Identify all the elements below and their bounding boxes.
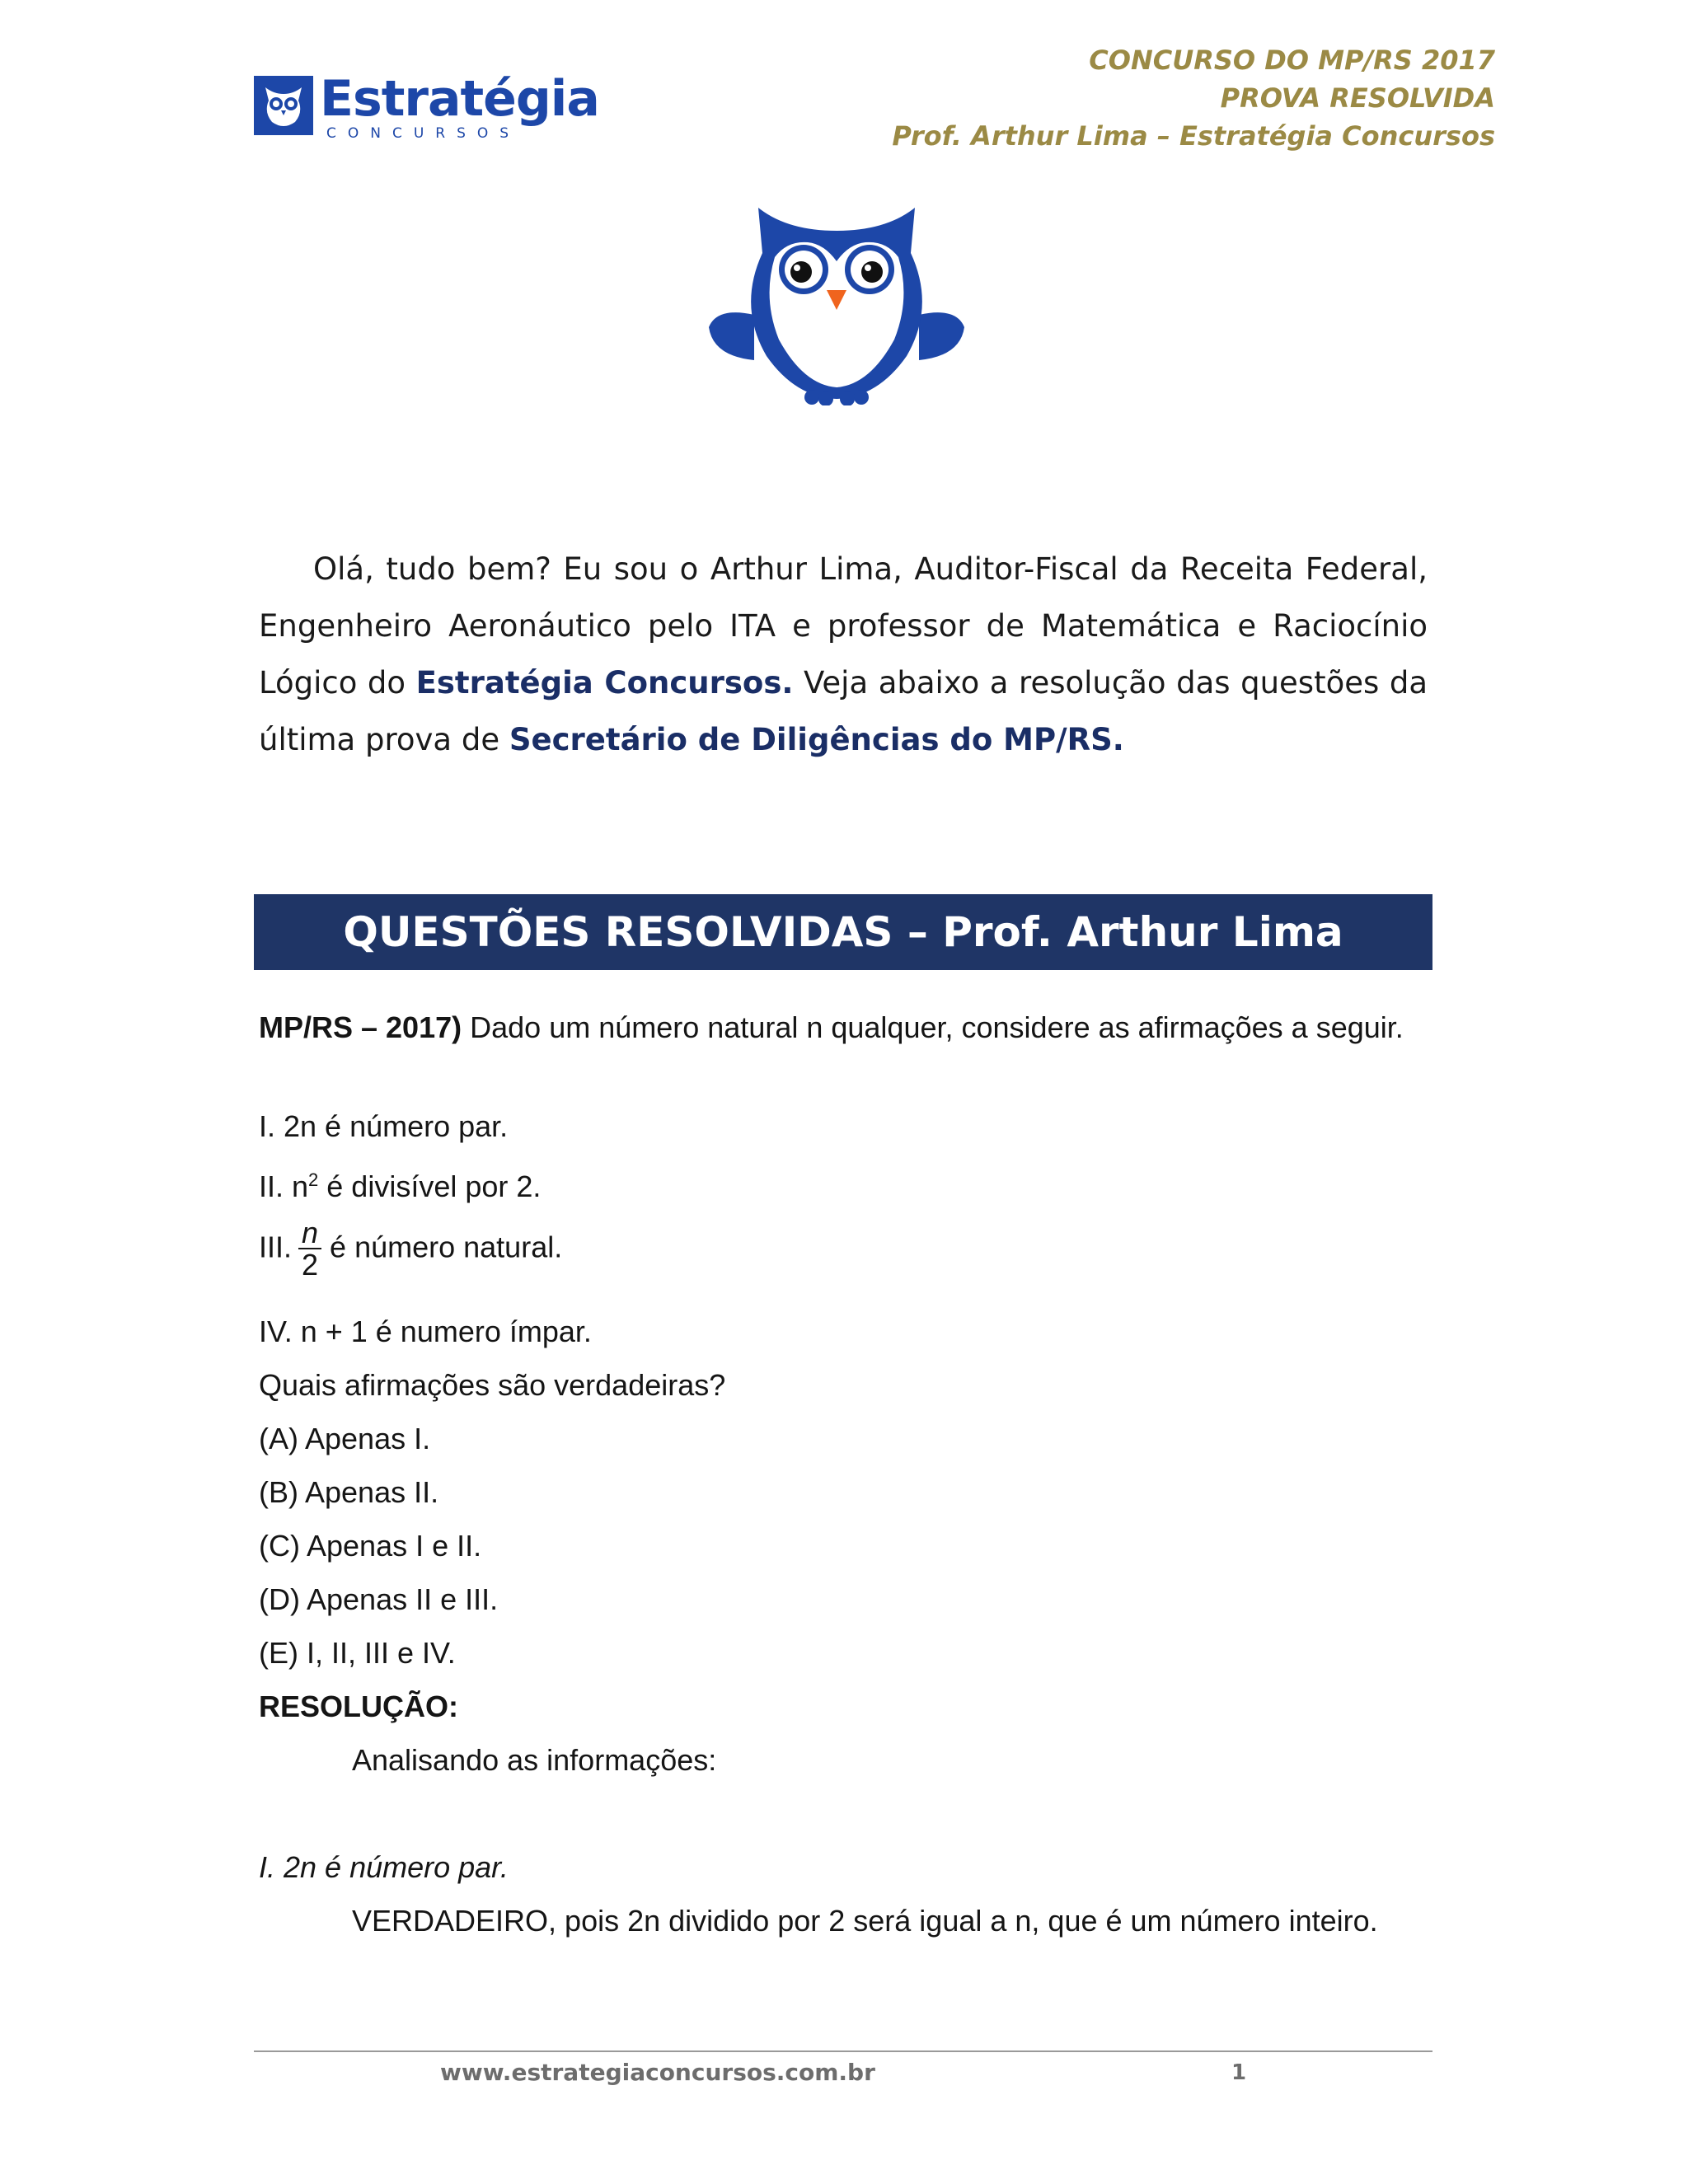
statement-2-exponent: 2: [308, 1169, 319, 1190]
fraction-numerator: n: [298, 1218, 321, 1249]
statement-3: [259, 1218, 1428, 1281]
option-c: (C) Apenas I e II.: [259, 1529, 482, 1563]
owl-logo-icon: [254, 76, 313, 135]
statement-2: [259, 1161, 1428, 1206]
option-a: (A) Apenas I.: [259, 1422, 431, 1455]
section-banner: QUESTÕES RESOLVIDAS – Prof. Arthur Lima: [254, 894, 1432, 970]
option-b: (B) Apenas II.: [259, 1475, 439, 1509]
resolution-heading: RESOLUÇÃO:: [259, 1690, 458, 1723]
question-prompt: Quais afirmações são verdadeiras?: [259, 1368, 726, 1402]
statement-4: IV. n + 1 é numero ímpar.: [259, 1315, 592, 1348]
fraction-n-over-2: [298, 1218, 321, 1281]
question-statement: [259, 1001, 1428, 1054]
logo-subtitle: CONCURSOS: [326, 125, 521, 142]
logo-wordmark: Estratégia: [320, 70, 599, 128]
header-exam-type: PROVA RESOLVIDA: [1220, 82, 1495, 114]
intro-paragraph: [259, 541, 1428, 768]
question-text: Dado um número natural n qualquer, considere as afirmações a seguir.: [462, 1010, 1404, 1044]
statement-3-prefix: III.: [259, 1230, 293, 1264]
footer-divider: [254, 2050, 1432, 2052]
page-number: 1: [1231, 2060, 1247, 2085]
resolution-item-1-text: VERDADEIRO, pois 2n dividido por 2 será igual a n, que é um número inteiro.: [352, 1904, 1378, 1938]
question-tag: MP/RS – 2017): [259, 1010, 462, 1044]
estrategia-logo: [254, 70, 599, 147]
brand-name: Estratégia Concursos.: [415, 665, 794, 701]
option-d: (D) Apenas II e III.: [259, 1582, 499, 1616]
resolution-lead: Analisando as informações:: [352, 1743, 717, 1777]
exam-name: Secretário de Diligências do MP/RS.: [509, 722, 1124, 757]
resolution-item-1-title: I. 2n é número par.: [259, 1850, 509, 1884]
intro-text-2: Veja abaixo a resolução das questões da última prova de: [259, 665, 1428, 757]
owl-mascot-icon: [709, 191, 964, 405]
option-e: (E) I, II, III e IV.: [259, 1636, 456, 1670]
header-author: Prof. Arthur Lima – Estratégia Concursos: [892, 120, 1495, 152]
statement-2-suffix: é divisível por 2.: [318, 1169, 542, 1203]
footer-url[interactable]: www.estrategiaconcursos.com.br: [440, 2059, 875, 2086]
statement-2-prefix: II. n: [259, 1169, 309, 1203]
intro-text-1: Olá, tudo bem? Eu sou o Arthur Lima, Auditor-Fiscal da Receita Federal, Engenheiro Aeronáutico pelo ITA e professor de Matemática e Raciocínio Lógico do: [259, 551, 1428, 701]
fraction-denominator: 2: [302, 1248, 319, 1282]
statement-3-suffix: é número natural.: [330, 1230, 563, 1264]
header-contest: CONCURSO DO MP/RS 2017: [1089, 45, 1495, 76]
statement-1: I. 2n é número par.: [259, 1109, 509, 1143]
